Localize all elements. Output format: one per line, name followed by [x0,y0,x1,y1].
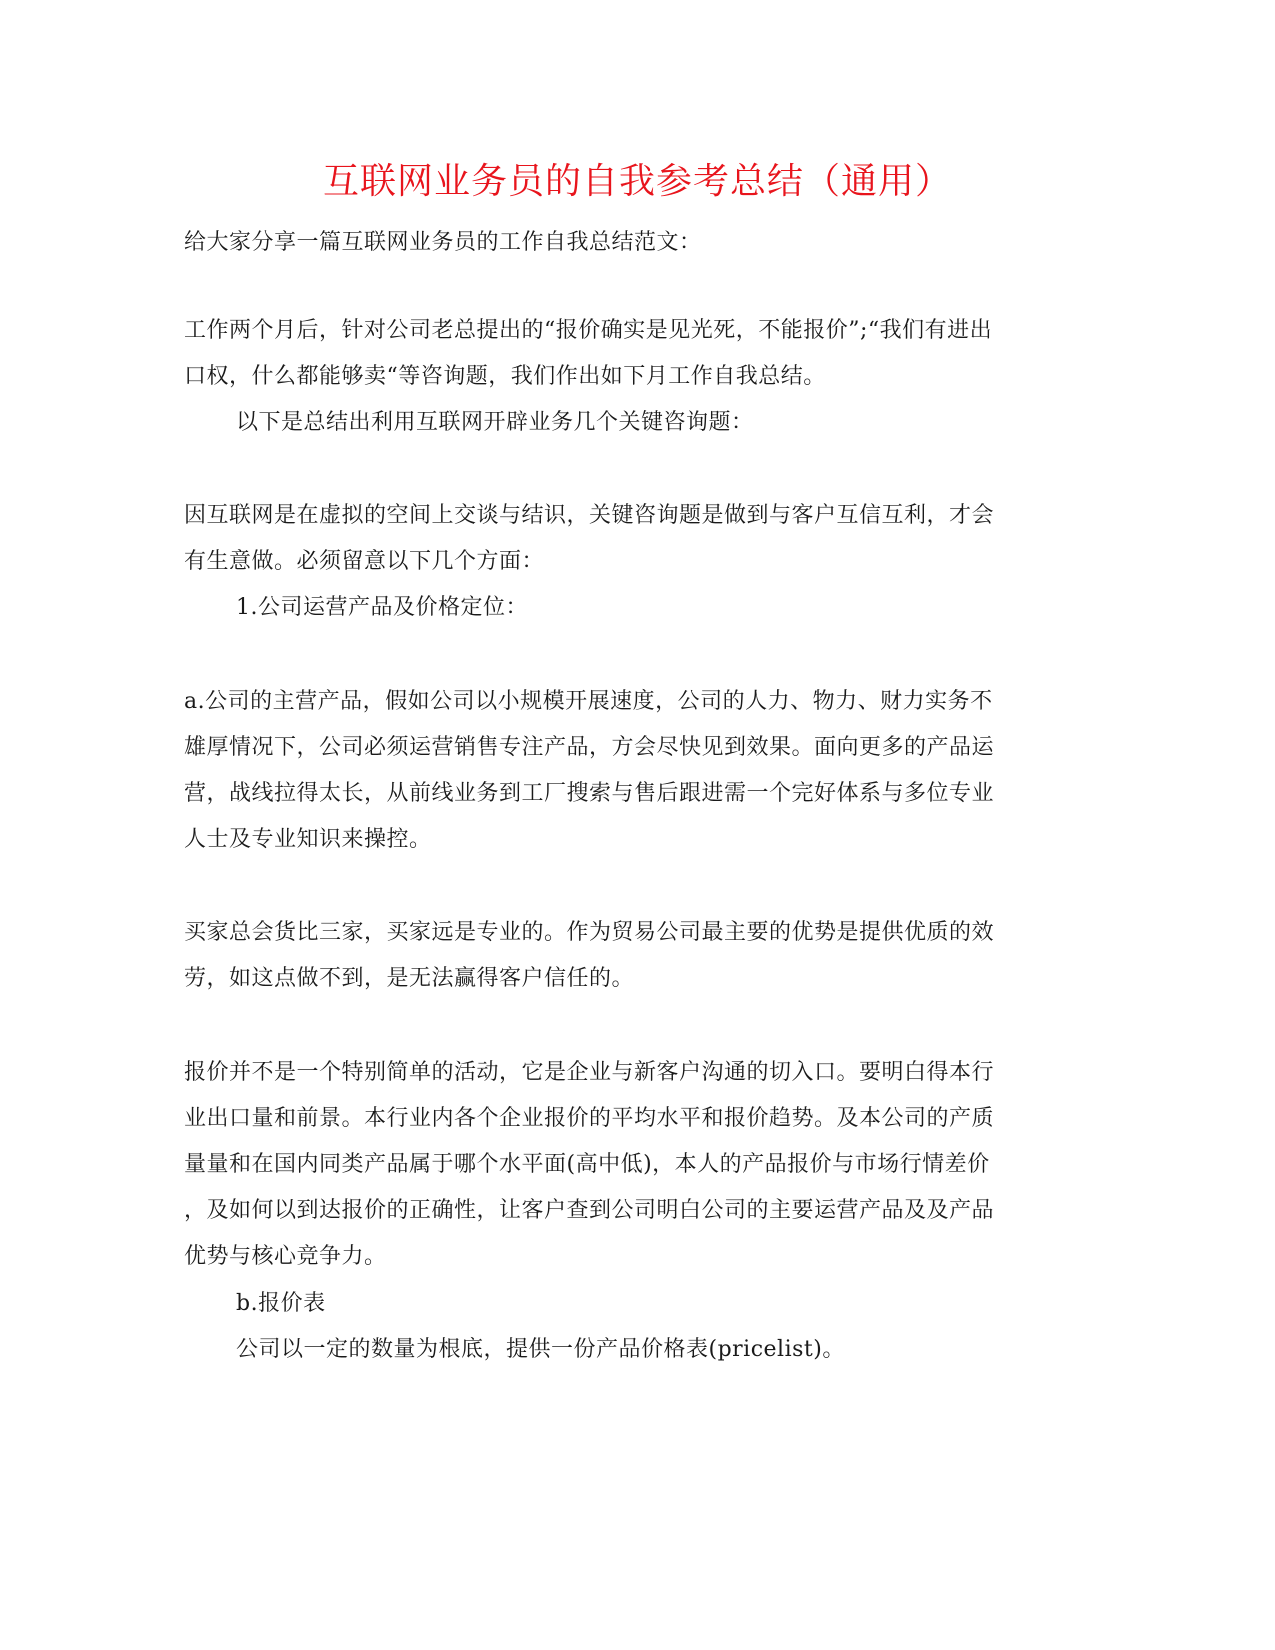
paragraph-line: 买家总会货比三家，买家远是专业的。作为贸易公司最主要的优势是提供优质的效 [184,920,995,945]
section-heading: 1.公司运营产品及价格定位： [236,595,528,620]
section-heading: b.报价表 [236,1291,326,1316]
document-title: 互联网业务员的自我参考总结（通用） [322,161,952,202]
paragraph-line: 因互联网是在虚拟的空间上交谈与结识，关键咨询题是做到与客户互信互利，才会 [184,503,995,528]
paragraph-line: 业出口量和前景。本行业内各个企业报价的平均水平和报价趋势。及本公司的产质 [184,1106,995,1131]
paragraph-line: 雄厚情况下，公司必须运营销售专注产品，方会尽快见到效果。面向更多的产品运 [184,735,995,760]
paragraph-line: 口权，什么都能够卖“等咨询题，我们作出如下月工作自我总结。 [184,364,826,389]
paragraph-line: a.公司的主营产品，假如公司以小规模开展速度，公司的人力、物力、财力实务不 [184,689,993,714]
paragraph-line: ，及如何以到达报价的正确性，让客户查到公司明白公司的主要运营产品及及产品 [184,1198,995,1223]
paragraph-line: 人士及专业知识来操控。 [184,827,432,852]
paragraph-line: 公司以一定的数量为根底，提供一份产品价格表(pricelist)。 [236,1337,845,1362]
paragraph-line: 工作两个月后，针对公司老总提出的“报价确实是见光死，不能报价”;“我们有进出 [184,318,993,343]
paragraph-line: 以下是总结出利用互联网开辟业务几个关键咨询题： [236,410,754,435]
paragraph-line: 优势与核心竞争力。 [184,1244,387,1269]
paragraph-line: 量量和在国内同类产品属于哪个水平面(高中低)，本人的产品报价与市场行情差价 [184,1152,990,1177]
paragraph-line: 营，战线拉得太长，从前线业务到工厂搜索与售后跟进需一个完好体系与多位专业 [184,781,995,806]
intro-line: 给大家分享一篇互联网业务员的工作自我总结范文： [184,230,702,255]
paragraph-line: 报价并不是一个特别简单的活动，它是企业与新客户沟通的切入口。要明白得本行 [184,1060,995,1085]
paragraph-line: 劳，如这点做不到，是无法赢得客户信任的。 [184,966,635,991]
paragraph-line: 有生意做。必须留意以下几个方面： [184,549,545,574]
